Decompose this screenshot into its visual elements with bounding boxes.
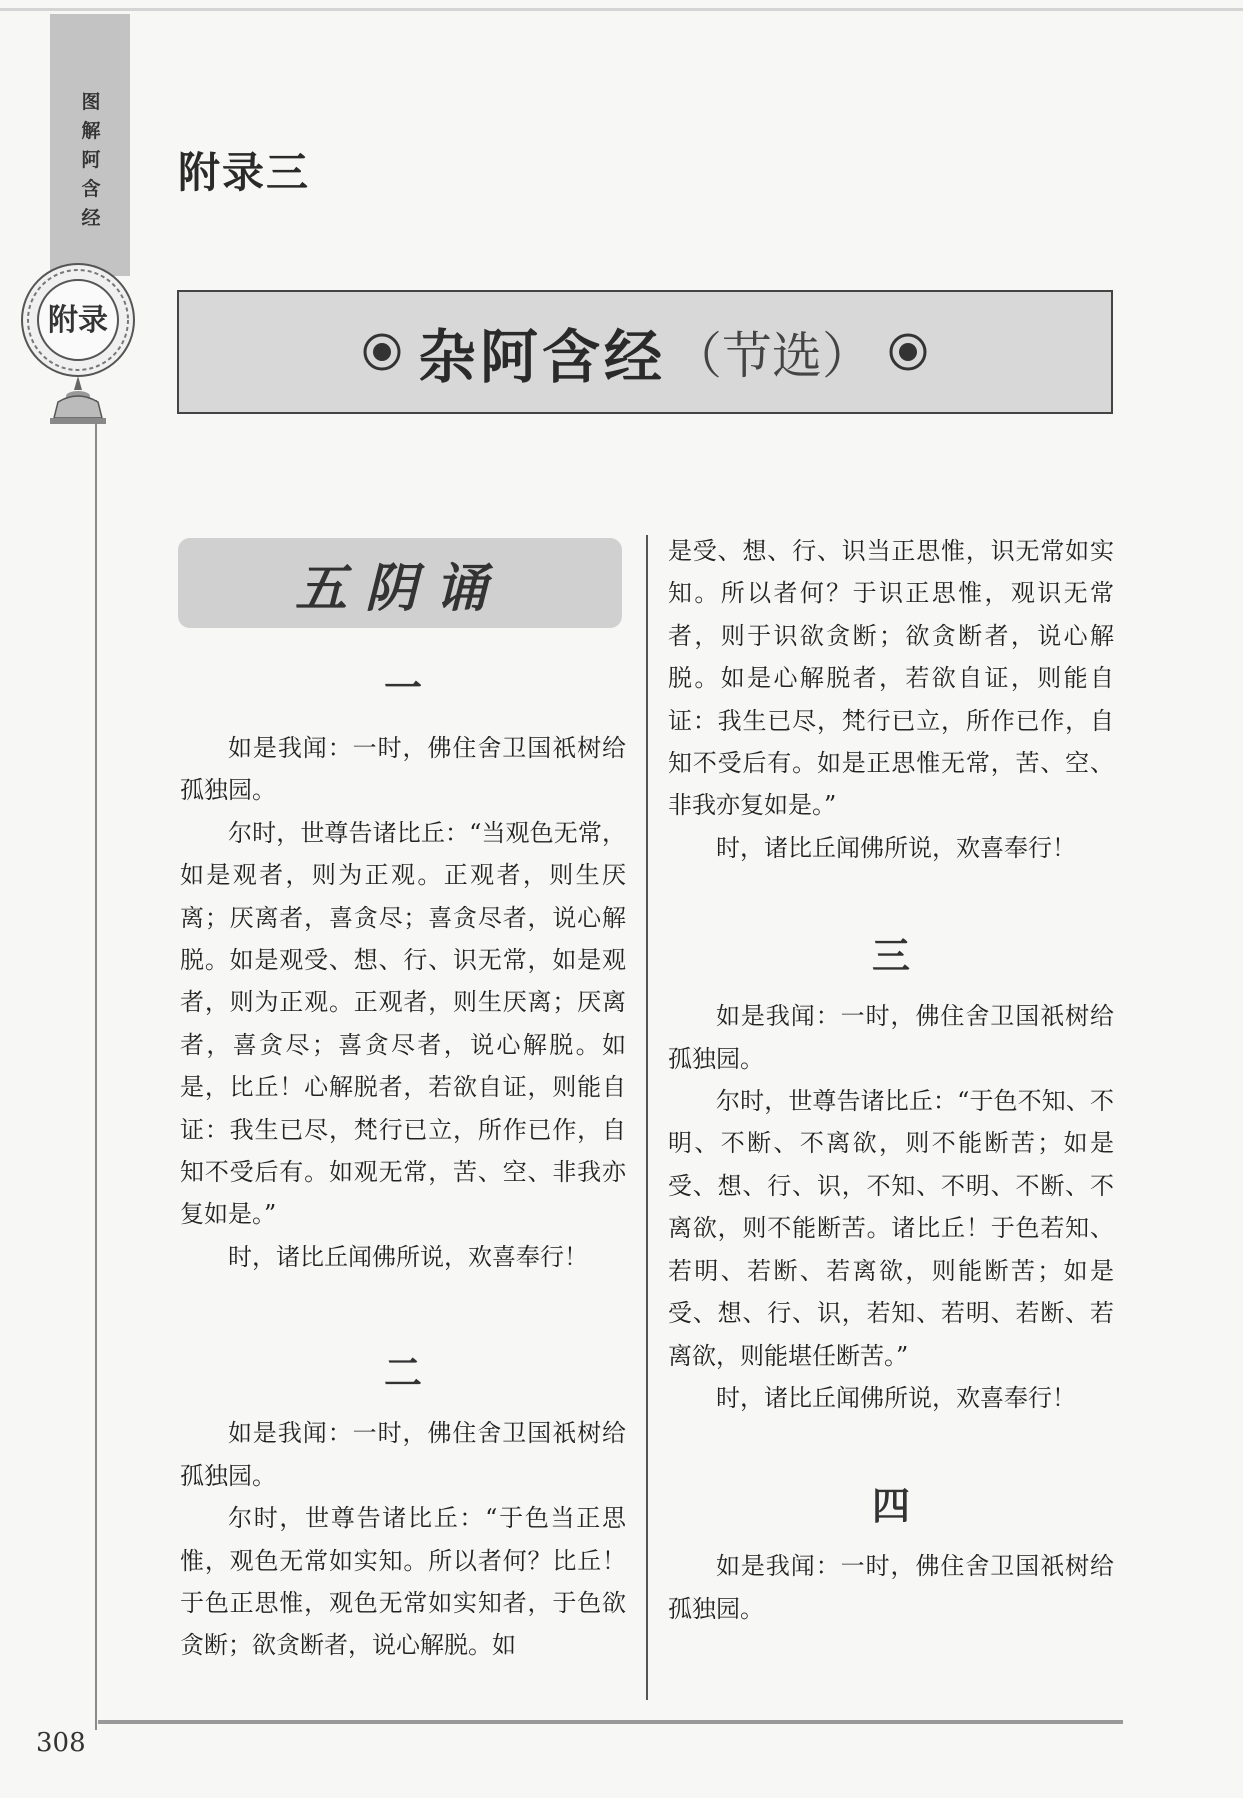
sutra-number: 二	[383, 1351, 422, 1396]
paragraph: 尔时，世尊告诸比丘：“于色不知、不明、不断、不离欲，则不能断苦；如是受、想、行、识，不知、不明、不断、不离欲，则不能断苦。诸比丘！于色若知、若明、若断、若离欲，则能断苦；如是受、想、行、识，若知、若明、若断、若离欲，则能堪任断苦。”	[668, 1087, 1114, 1370]
page-number: 308	[36, 1728, 86, 1758]
chapter-subtitle: （节选）	[672, 327, 872, 385]
paragraph: 时，诸比丘闻佛所说，欢喜奉行！	[228, 1242, 588, 1271]
lotus-medallion-icon	[18, 250, 138, 440]
sutra-number: 一	[383, 666, 422, 710]
paragraph: 尔时，世尊告诸比丘：“当观色无常，如是观者，则为正观。正观者，则生厌离；厌离者，喜贪尽；喜贪尽者，说心解脱。如是观受、想、行、识无常，如是观者，则为正观。正观者，则生厌离；厌离者，喜贪尽；喜贪尽者，说心解脱。如是，比丘！心解脱者，若欲自证，则能自证：我生已尽，梵行已立，所作已作，自知不受后有。如观无常，苦、空、非我亦复如是。”	[180, 818, 626, 1229]
chapter-title-banner	[177, 290, 1113, 414]
paragraph: 如是我闻：一时，佛住舍卫国祇树给孤独园。	[180, 734, 626, 805]
column-divider	[646, 535, 648, 1700]
paragraph: 如是我闻：一时，佛住舍卫国祇树给孤独园。	[668, 1002, 1114, 1073]
section-title: 五阴诵	[294, 557, 505, 619]
paragraph: 时，诸比丘闻佛所说，欢喜奉行！	[716, 1383, 1076, 1412]
sutra-number: 三	[871, 934, 910, 979]
paragraph-continued: 是受、想、行、识当正思惟，识无常如实知。所以者何？于识正思惟，观识无常者，则于识欲贪断；欲贪断者，说心解脱。如是心解脱者，若欲自证，则能自证：我生已尽，梵行已立，所作已作，自知不受后有。如是正思惟无常，苦、空、非我亦复如是。”	[668, 537, 1114, 820]
right-column	[668, 530, 1114, 1630]
circle-bullet-icon	[888, 332, 928, 372]
paragraph: 时，诸比丘闻佛所说，欢喜奉行！	[716, 833, 1076, 862]
left-column	[180, 665, 626, 1667]
appendix-emblem-label: 附录	[48, 303, 108, 338]
paragraph: 尔时，世尊告诸比丘：“于色当正思惟，观色无常如实知。所以者何？比丘！于色正思惟，观色无常如实知者，于色欲贪断；欲贪断者，说心解脱。如	[180, 1504, 626, 1660]
appendix-title: 附录三	[178, 148, 311, 197]
paragraph: 如是我闻：一时，佛住舍卫国祇树给孤独园。	[668, 1552, 1114, 1623]
chapter-title: 杂阿含经	[417, 323, 666, 391]
section-title-box	[178, 538, 622, 628]
paragraph: 如是我闻：一时，佛住舍卫国祇树给孤独园。	[180, 1419, 626, 1490]
circle-bullet-icon	[362, 332, 402, 372]
footer-rule	[98, 1720, 1123, 1724]
side-book-title: 图 解 阿 含 经	[81, 91, 101, 229]
top-border-line	[0, 8, 1243, 11]
side-vertical-rule	[95, 400, 97, 1730]
sutra-number: 四	[871, 1484, 910, 1529]
